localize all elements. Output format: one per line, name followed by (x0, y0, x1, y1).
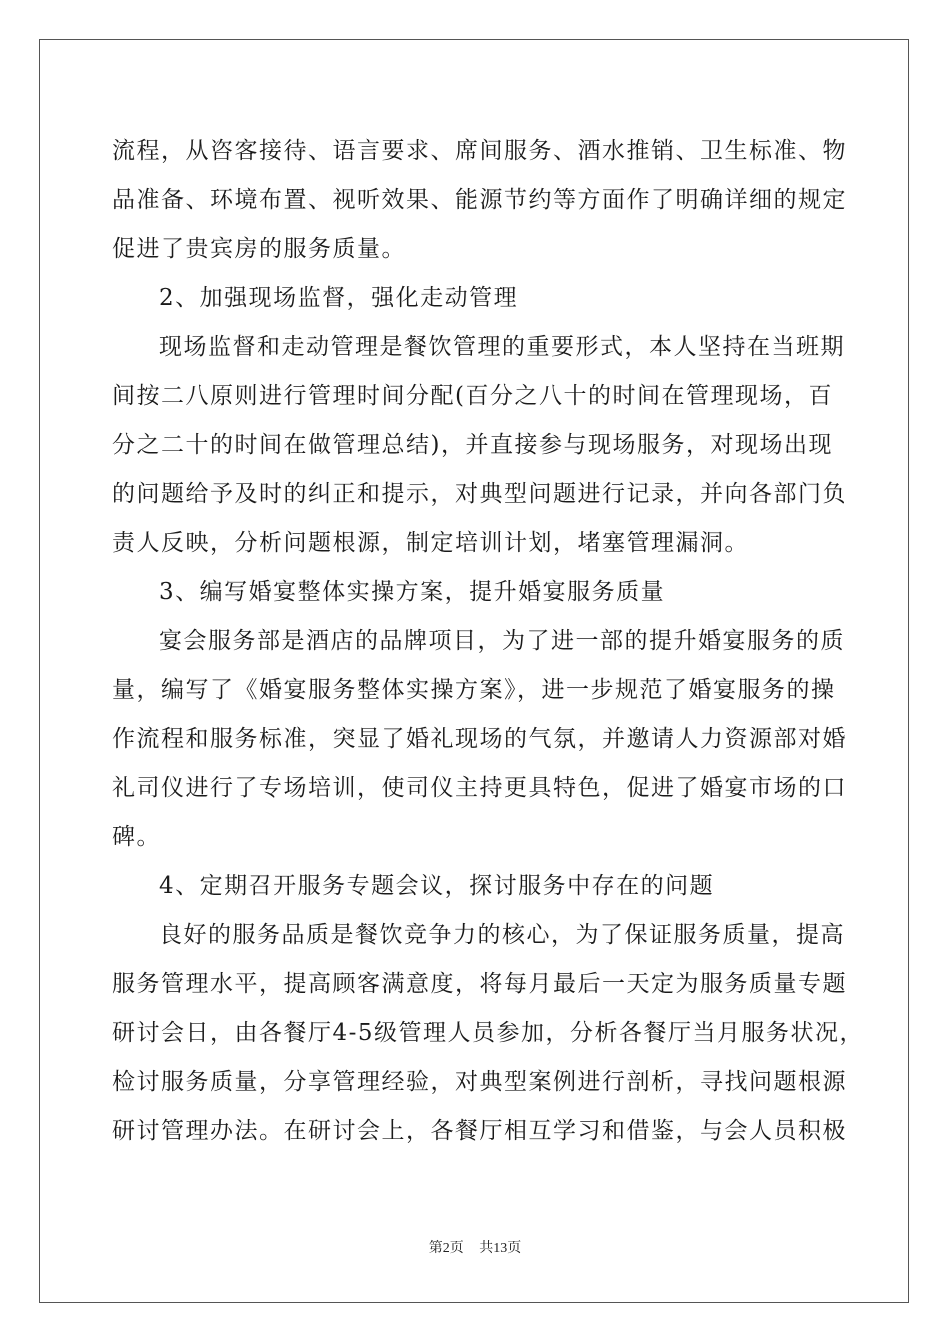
page-number: 第2页 (428, 1241, 464, 1256)
section-heading: 4、定期召开服务专题会议，探讨服务中存在的问题 (159, 873, 715, 899)
text-line: 礼司仪进行了专场培训，使司仪主持更具特色，促进了婚宴市场的口 (112, 775, 847, 801)
text-line: 作流程和服务标准，突显了婚礼现场的气氛，并邀请人力资源部对婚 (112, 726, 847, 752)
section-heading: 2、加强现场监督，强化走动管理 (159, 285, 519, 311)
page-total: 共13页 (479, 1241, 522, 1256)
text-line: 检讨服务质量，分享管理经验，对典型案例进行剖析，寻找问题根源 (112, 1069, 847, 1095)
text-line: 品准备、环境布置、视听效果、能源节约等方面作了明确详细的规定 (112, 187, 847, 213)
text-line: 量，编写了《婚宴服务整体实操方案》，进一步规范了婚宴服务的操 (112, 677, 836, 703)
document-body (112, 127, 865, 1156)
page-footer (0, 1237, 950, 1257)
text-line: 碑。 (112, 824, 161, 850)
text-line: 现场监督和走动管理是餐饮管理的重要形式，本人坚持在当班期 (159, 334, 845, 360)
text-line: 分之二十的时间在做管理总结)，并直接参与现场服务，对现场出现 (112, 432, 833, 458)
text-line: 责人反映，分析问题根源，制定培训计划，堵塞管理漏洞。 (112, 530, 749, 556)
text-line: 服务管理水平，提高顾客满意度，将每月最后一天定为服务质量专题 (112, 971, 847, 997)
text-line: 流程，从咨客接待、语言要求、席间服务、酒水推销、卫生标准、物 (112, 138, 847, 164)
text-line: 良好的服务品质是餐饮竞争力的核心，为了保证服务质量，提高 (159, 922, 845, 948)
text-line: 的问题给予及时的纠正和提示，对典型问题进行记录，并向各部门负 (112, 481, 847, 507)
text-line: 间按二八原则进行管理时间分配(百分之八十的时间在管理现场，百 (112, 383, 833, 409)
text-line: 研讨会日，由各餐厅4-5级管理人员参加，分析各餐厅当月服务状况， (112, 1020, 865, 1046)
text-line: 宴会服务部是酒店的品牌项目，为了进一部的提升婚宴服务的质 (159, 628, 845, 654)
section-heading: 3、编写婚宴整体实操方案，提升婚宴服务质量 (159, 579, 666, 605)
text-line: 研讨管理办法。在研讨会上，各餐厅相互学习和借鉴，与会人员积极 (112, 1118, 847, 1144)
text-line: 促进了贵宾房的服务质量。 (112, 236, 406, 262)
